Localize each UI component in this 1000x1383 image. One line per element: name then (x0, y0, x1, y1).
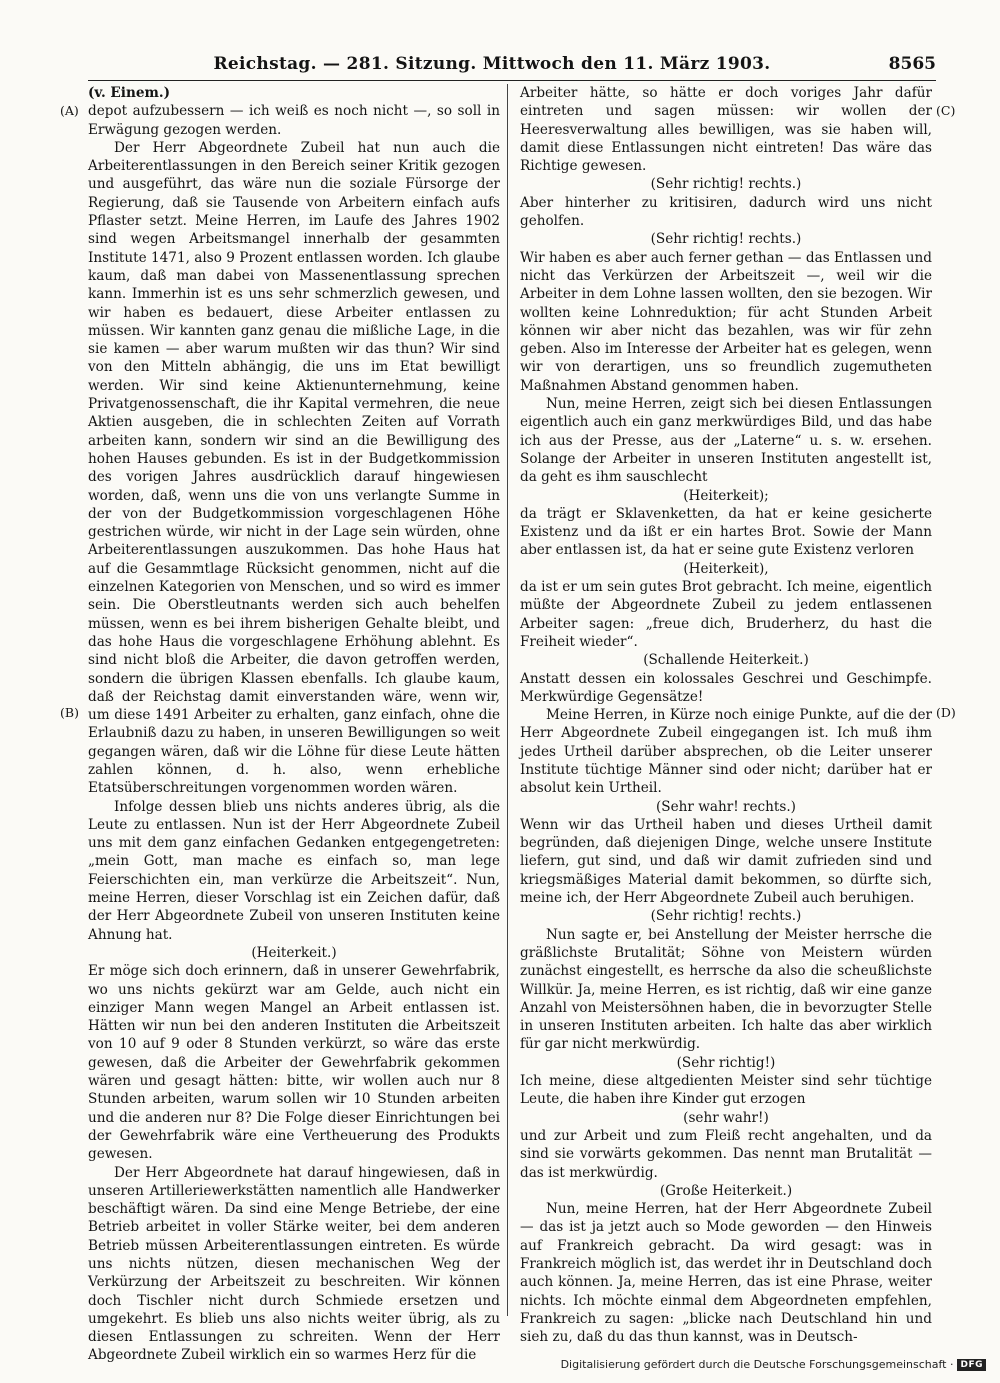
paragraph: Er möge sich doch erinnern, daß in unserer Gewehrfabrik, wo uns nichts gekürzt war am Gelde, auch nicht ein einziger Mann wegen Mangel an Arbeit entlassen ist. Hätten wir nun bei den anderen Instituten die Arbeitszeit von 10 auf 9 oder 8 Stunden verkürzt, so wäre das erste gewesen, daß die Arbeiter der Gewehrfabrik gekommen wären und gesagt hätten: bitte, wir wollen auch nur 8 Stunden arbeiten, warum sollen wir 10 Stunden arbeiten und die anderen nur 8? Die Folge dieser Einrichtungen bei der Gewehrfabrik wäre eine Vertheuerung des Produkts gewesen. (88, 963, 500, 1163)
paragraph: Nun, meine Herren, hat der Herr Abgeordnete Zubeil — das ist ja jetzt auch so Mode geworden — den Hinweis auf Frankreich gebracht. Da wird gesagt: was in Frankreich möglich ist, das werdet ihr in Deutschland doch auch können. Ja, meine Herren, das ist eine Phrase, weiter nichts. Ich möchte einmal dem Abgeordneten empfehlen, Frankreich zu sagen: „blicke nach Deutschland hin und sieh zu, daß du das thun kannst, was in Deutsch- (520, 1201, 932, 1346)
interjection: (Heiterkeit.) (251, 944, 337, 961)
margin-marker-b: (B) (60, 705, 79, 720)
running-head: Reichstag. — 281. Sitzung. Mittwoch den 11. März 1903. (213, 54, 771, 74)
paragraph: Der Herr Abgeordnete hat darauf hingewiesen, daß in unseren Artilleriewerkstätten namentlich alle Handwerker beschäftigt wären. Da sind eine Menge Betriebe, der eine Betrieb arbeitet in voller Stärke weiter, bei dem anderen Betrieb müssen Arbeiterentlassungen eintreten. Es würde uns nichts nützen, diesen mechanischen Weg der Verkürzung der Arbeitszeit zu beschreiten. Wir können doch Tischler nicht durch Schmiede ersetzen und umgekehrt. Es blieb uns also nichts weiter übrig, als zu diesen Entlassungen zu schreiten. Wenn der Herr Abgeordnete Zubeil wirklich ein so warmes Herz für die (88, 1164, 500, 1364)
margin-marker-c: (C) (936, 103, 956, 118)
interjection: (Sehr richtig! rechts.) (650, 908, 802, 925)
paragraph: Wenn wir das Urtheil haben und dieses Urtheil damit begründen, daß diejenigen Dinge, welche unsere Institute liefern, gut sind, und daß wir damit zufrieden sind und kriegsmäßiges Material damit bekommen, so dürfte sich, meine ich, der Herr Abgeordnete Zubeil auch beruhigen. (520, 816, 932, 907)
margin-marker-d: (D) (936, 705, 956, 720)
paragraph: und zur Arbeit und zum Fleiß recht angehalten, und da sind sie vorwärts gekommen. Das nennt man Brutalität — das ist merkwürdig. (520, 1127, 932, 1181)
interjection: (Schallende Heiterkeit.) (643, 652, 809, 669)
right-column (520, 84, 932, 1346)
paragraph: Wir haben es aber auch ferner gethan — das Entlassen und nicht das Verkürzen der Arbeitszeit —, weil wir die Arbeiter in dem Lohne lassen wollten, den sie bezogen. Wir wollten keine Lohnreduktion; für acht Stunden Arbeit können wir aber nicht das bezahlen, was wir für zehn geben. Also im Interesse der Arbeiter hat es gelegen, wenn wir von derartigen, uns so freundlich zugemutheten Maßnahmen Abstand genommen haben. (520, 249, 932, 394)
speaker-attribution: (v. Einem.) (88, 85, 171, 101)
margin-marker-a: (A) (60, 103, 79, 118)
paragraph: Der Herr Abgeordnete Zubeil hat nun auch die Arbeiterentlassungen in den Bereich seiner Kritik gezogen und ausgeführt, das wäre nun die soziale Fürsorge der Regierung, daß sie Tausende von Arbeitern einfach aufs Pflaster setzt. Meine Herren, im Laufe des Jahres 1902 sind wegen Arbeitsmangel innerhalb der gesammten Institute 1471, also 9 Prozent entlassen worden. Ich glaube kaum, daß man dabei von Massenentlassung sprechen kann. Immerhin ist es uns sehr schmerzlich gewesen, und wir haben es bedauert, diese Arbeiter entlassen zu müssen. Wir kannten ganz genau die mißliche Lage, in die sie kamen — aber warum mußten wir das thun? Wir sind von den Mitteln abhängig, die uns im Etat bewilligt werden. Wir sind keine Aktienunternehmung, keine Privatgenossenschaft, die ihr Kapital vermehren, die neue Aktien ausgeben, die in schlechten Zeiten auf Vorrath arbeiten kann, sondern wir sind an die Bewilligung des hohen Hauses gebunden. Es ist in der Budgetkommission des vorigen Jahres ausdrücklich darauf hingewiesen worden, daß, wenn uns die von uns verlangte Summe in der von der Budgetkommission vorgeschlagenen Höhe gestrichen würde, wir nicht in der Lage sein würden, ohne Arbeiterentlassungen auszukommen. Das hohe Haus hat auf die Gesammtlage Rücksicht genommen, nicht auf die einzelnen Kategorien von Menschen, und so wird es immer sein. Die Oberstleutnants werden sich auch behelfen müssen, wenn es bei ihrem bisherigen Gehalte bleibt, und das hohe Haus die vorgeschlagene Erhöhung ablehnt. Es sind nicht bloß die Arbeiter, die davon getroffen werden, sondern die übrigen Klassen ebenfalls. Ich glaube kaum, daß der Reichstag damit einverstanden wäre, wenn wir, um diese 1491 Arbeiter zu erhalten, ganz einfach, ohne die Erlaubniß dazu zu haben, in unseren Bewilligungen so weit gegangen wären, daß wir die Löhne für diese Leute hätten zahlen können, d. h. also, wenn erhebliche Etatsüberschreitungen vorgenommen worden wären. (88, 139, 500, 797)
paragraph: da ist er um sein gutes Brot gebracht. Ich meine, eigentlich müßte der Abgeordnete Zubeil zu jedem entlassenen Arbeiter sagen: „freue dich, Bruderherz, du hast die Freiheit wieder“. (520, 579, 932, 650)
dfg-logo: DFG (957, 1359, 986, 1371)
paragraph: Meine Herren, in Kürze noch einige Punkte, auf die der Herr Abgeordnete Zubeil eingegangen ist. Ich muß ihm jedes Urtheil darüber absprechen, ob die Leiter unserer Institute tüchtige Männer sind oder nicht; darüber hat er absolut kein Urtheil. (520, 707, 932, 797)
interjection: (Heiterkeit); (683, 487, 769, 504)
footer-credit: Digitalisierung gefördert durch die Deutsche Forschungsgemeinschaft · (560, 1358, 954, 1371)
page-number: 8565 (888, 54, 936, 74)
paragraph: da trägt er Sklavenketten, da hat er keine gesicherte Existenz und da ißt er ein hartes Brot. Sowie der Mann aber entlassen ist, da hat er seine gute Existenz verloren (520, 505, 932, 559)
left-column (88, 84, 500, 1365)
paragraph: Nun sagte er, bei Anstellung der Meister herrsche die gräßlichste Brutalität; Söhne von Meistern würden zunächst eingestellt, es herrsche da also die scheußlichste Willkür. Ja, meine Herren, es ist richtig, daß wir eine ganze Anzahl von Meistersöhnen haben, die in bevorzugter Stelle in unseren Instituten arbeiten. Ich halte das aber wirklich für gar nicht merkwürdig. (520, 926, 932, 1053)
interjection: (Große Heiterkeit.) (659, 1182, 793, 1199)
footer (561, 1358, 986, 1371)
paragraph: Ich meine, diese altgedienten Meister sind sehr tüchtige Leute, die haben ihre Kinder gut erzogen (520, 1073, 932, 1108)
interjection: (Sehr richtig! rechts.) (650, 176, 802, 193)
paragraph: Nun, meine Herren, zeigt sich bei diesen Entlassungen eigentlich auch ein ganz merkwürdiges Bild, und das habe ich aus der Presse, aus der „Laterne“ u. s. w. ersehen. Solange der Arbeiter in unseren Instituten angestellt ist, da geht es ihm sauschlecht (520, 396, 932, 486)
column-divider (507, 84, 508, 1316)
page-header (88, 52, 936, 81)
interjection: (sehr wahr!) (683, 1109, 769, 1126)
interjection: (Sehr wahr! rechts.) (656, 798, 796, 815)
paragraph: depot aufzubessern — ich weiß es noch nicht —, so soll in Erwägung gezogen werden. (88, 103, 500, 138)
interjection: (Sehr richtig!) (676, 1054, 776, 1071)
paragraph: Anstatt dessen ein kolossales Geschrei und Geschimpfe. Merkwürdige Gegensätze! (520, 670, 932, 705)
paragraph: Infolge dessen blieb uns nichts anderes übrig, als die Leute zu entlassen. Nun ist der Herr Abgeordnete Zubeil uns mit dem ganz einfachen Gedanken entgegengetreten: „mein Gott, man mache es einfach so, man lege Feierschichten ein, man verkürze die Arbeitszeit“. Nun, meine Herren, dieser Vorschlag ist ein Zeichen dafür, daß der Herr Abgeordnete Zubeil von unseren Instituten keine Ahnung hat. (88, 798, 500, 943)
interjection: (Heiterkeit), (683, 560, 769, 577)
paragraph: Arbeiter hätte, so hätte er doch voriges Jahr dafür eintreten und sagen müssen: wir wollen der Heeresverwaltung alles bewilligen, was sie haben will, damit diese Entlassungen nicht eintreten! Das wäre das Richtige gewesen. (520, 85, 932, 175)
paragraph: Aber hinterher zu kritisiren, dadurch wird uns nicht geholfen. (520, 194, 932, 230)
interjection: (Sehr richtig! rechts.) (650, 231, 802, 248)
